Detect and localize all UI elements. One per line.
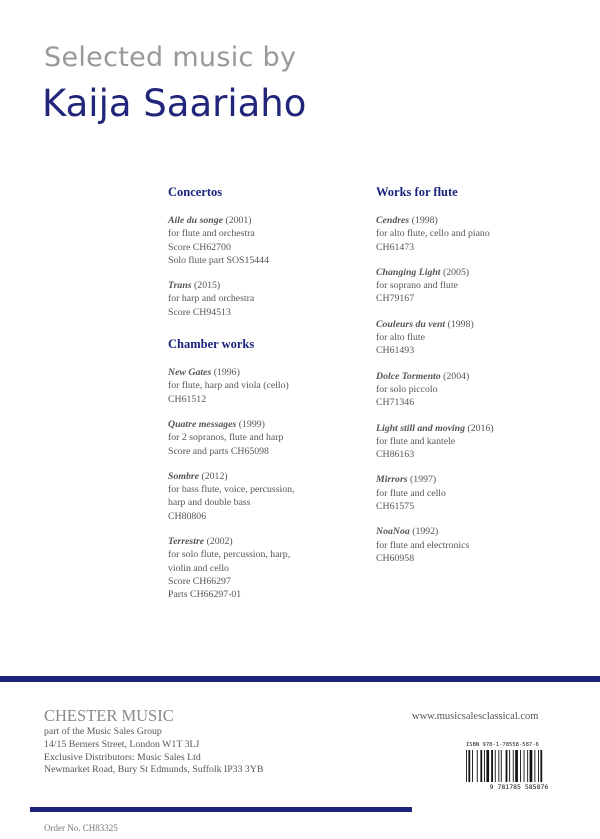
barcode-bar bbox=[501, 750, 502, 783]
barcode-bar bbox=[484, 750, 485, 783]
work-title: Light still and moving bbox=[376, 422, 466, 434]
work-title: Quatre messages bbox=[168, 418, 237, 430]
barcode-graphic bbox=[462, 750, 576, 790]
publisher-line: Newmarket Road, Bury St Edmunds, Suffolk IP33 3YB bbox=[44, 764, 264, 776]
publisher-line: part of the Music Sales Group bbox=[44, 726, 162, 737]
work-entry bbox=[168, 214, 368, 267]
order-number: Order No. CH83325 bbox=[44, 823, 118, 833]
work-entry bbox=[376, 318, 576, 358]
work-detail: Score CH66297 bbox=[168, 575, 231, 587]
barcode-bar bbox=[524, 750, 525, 783]
barcode-bar bbox=[486, 750, 489, 783]
work-detail: violin and cello bbox=[168, 562, 229, 574]
work-detail: Score and parts CH65098 bbox=[168, 445, 269, 457]
section-concertos bbox=[168, 185, 368, 319]
work-title: New Gates bbox=[168, 367, 212, 379]
work-year: (2001) bbox=[225, 215, 252, 226]
page-title: Kaija Saariaho bbox=[42, 82, 307, 125]
work-detail: CH71346 bbox=[376, 397, 415, 409]
work-title: Trans bbox=[168, 280, 192, 292]
page-subtitle: Selected music by bbox=[44, 42, 297, 73]
barcode-bar bbox=[466, 750, 467, 783]
section-chamber-works bbox=[168, 337, 368, 601]
publisher-line: Exclusive Distributors: Music Sales Ltd bbox=[44, 751, 201, 763]
work-title: Cendres bbox=[376, 215, 410, 226]
work-detail: Solo flute part SOS15444 bbox=[168, 254, 269, 266]
work-year: (1999) bbox=[238, 418, 265, 430]
work-detail: for flute and electronics bbox=[376, 539, 470, 551]
work-entry bbox=[168, 366, 368, 406]
barcode-bar bbox=[520, 750, 521, 783]
barcode-digits: 9 781785 585876 bbox=[489, 783, 549, 790]
website-link[interactable]: www.musicsalesclassical.com bbox=[412, 711, 539, 722]
barcode-bar bbox=[534, 750, 535, 783]
work-detail: CH79167 bbox=[376, 293, 415, 305]
work-detail: CH80806 bbox=[168, 510, 207, 522]
work-detail: for alto flute, cello and piano bbox=[376, 228, 490, 240]
work-entry bbox=[168, 279, 368, 319]
work-entry bbox=[168, 418, 368, 458]
barcode-bar bbox=[468, 750, 470, 783]
work-entry bbox=[376, 370, 576, 410]
barcode-bar bbox=[540, 750, 542, 783]
work-title: NoaNoa bbox=[376, 526, 410, 538]
work-detail: for flute, harp and viola (cello) bbox=[168, 380, 289, 392]
work-title: Mirrors bbox=[376, 474, 408, 486]
work-year: (2004) bbox=[443, 370, 470, 382]
work-title: Couleurs du vent bbox=[376, 318, 446, 330]
barcode bbox=[462, 742, 576, 792]
work-entry bbox=[376, 422, 576, 462]
barcode-bar bbox=[515, 750, 518, 783]
work-year: (2015) bbox=[194, 280, 221, 292]
section-heading: Chamber works bbox=[168, 337, 255, 352]
barcode-bar bbox=[513, 750, 514, 783]
work-detail: for alto flute bbox=[376, 332, 425, 344]
work-year: (2005) bbox=[442, 266, 470, 278]
barcode-bar bbox=[472, 750, 473, 783]
work-detail: for flute and cello bbox=[376, 487, 446, 499]
barcode-bars bbox=[466, 750, 542, 783]
work-entry bbox=[376, 266, 576, 306]
work-detail: for soprano and flute bbox=[376, 280, 458, 292]
work-year: (1998) bbox=[411, 215, 438, 226]
work-detail: for solo flute, percussion, harp, bbox=[168, 549, 291, 561]
work-entry bbox=[376, 214, 576, 254]
work-detail: for solo piccolo bbox=[376, 383, 438, 395]
barcode-bar bbox=[527, 750, 528, 783]
work-detail: for harp and orchestra bbox=[168, 293, 255, 305]
work-year: (1998) bbox=[447, 318, 474, 330]
work-detail: CH61493 bbox=[376, 345, 415, 357]
work-title: Sombre bbox=[168, 470, 200, 482]
work-detail: CH61512 bbox=[168, 393, 207, 405]
isbn-text: ISBN 978-1-78558-587-6 bbox=[466, 742, 539, 748]
barcode-bar bbox=[506, 750, 508, 783]
work-detail: harp and double bass bbox=[168, 497, 251, 509]
left-column bbox=[168, 185, 368, 614]
publisher-name: CHESTER MUSIC bbox=[44, 706, 174, 725]
section-heading: Concertos bbox=[168, 185, 223, 199]
work-detail: for bass flute, voice, percussion, bbox=[168, 484, 295, 496]
work-title: Terrestre bbox=[168, 536, 205, 548]
barcode-bar bbox=[495, 750, 496, 783]
work-year: (2016) bbox=[467, 422, 494, 434]
work-detail: CH86163 bbox=[376, 449, 415, 461]
publisher-line: 14/15 Berners Street, London W1T 3LJ bbox=[44, 738, 200, 750]
barcode-bar bbox=[538, 750, 539, 783]
work-year: (1996) bbox=[213, 367, 240, 379]
publisher-address bbox=[44, 726, 263, 777]
footer-bottom-rule bbox=[30, 807, 412, 812]
work-detail: for 2 sopranos, flute and harp bbox=[168, 432, 284, 444]
work-title: Changing Light bbox=[376, 266, 441, 278]
work-year: (1992) bbox=[412, 526, 439, 538]
work-detail: Score CH62700 bbox=[168, 241, 231, 253]
barcode-bar bbox=[530, 750, 533, 783]
barcode-bar bbox=[498, 750, 499, 783]
work-title: Dolce Tormento bbox=[376, 370, 441, 382]
work-detail: for flute and kantele bbox=[376, 435, 456, 447]
work-entry bbox=[168, 535, 368, 601]
work-detail: for flute and orchestra bbox=[168, 228, 255, 240]
work-detail: Parts CH66297-01 bbox=[168, 589, 242, 601]
barcode-bar bbox=[509, 750, 510, 783]
work-year: (2002) bbox=[206, 536, 233, 548]
work-detail: CH61575 bbox=[376, 501, 415, 513]
work-entry bbox=[376, 525, 576, 565]
footer-top-rule bbox=[0, 676, 600, 682]
barcode-bar bbox=[480, 750, 482, 783]
barcode-bar bbox=[477, 750, 478, 783]
work-title: Aile du songe bbox=[168, 215, 223, 226]
work-year: (2012) bbox=[201, 470, 228, 482]
work-year: (1997) bbox=[410, 474, 437, 486]
section-works-for-flute bbox=[376, 185, 576, 565]
work-entry bbox=[168, 470, 368, 523]
work-entry bbox=[376, 473, 576, 513]
section-heading: Works for flute bbox=[376, 185, 458, 199]
barcode-bar bbox=[491, 750, 493, 783]
work-detail: CH60958 bbox=[376, 552, 415, 564]
work-detail: Score CH94513 bbox=[168, 306, 231, 318]
work-detail: CH61473 bbox=[376, 241, 415, 253]
right-column bbox=[376, 185, 576, 577]
